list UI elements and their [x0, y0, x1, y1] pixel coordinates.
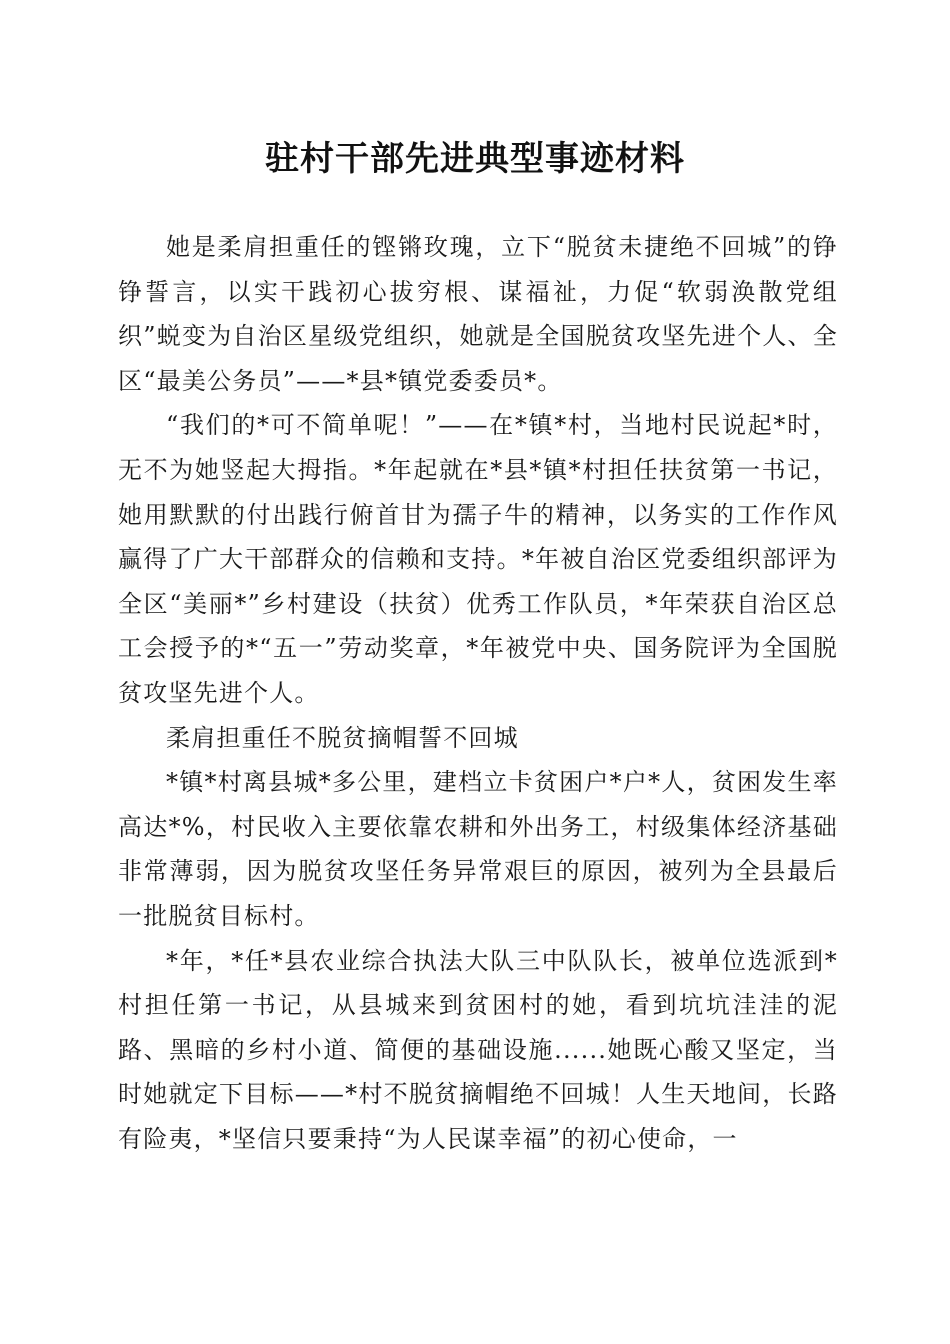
paragraph-assignment: *年，*任*县农业综合执法大队三中队队长，被单位选派到*村担任第一书记，从县城来到贫困村的她，看到坑坑洼洼的泥路、黑暗的乡村小道、简便的基础设施......她既心酸又坚定，当时她就定下目标——*村不脱贫摘帽绝不回城！人生天地间，长路有险夷，*坚信只要秉持“为人民谋幸福”的初心使命，一: [118, 946, 838, 1153]
document-title: 驻村干部先进典型事迹材料: [265, 139, 685, 179]
document-body: [118, 225, 838, 1161]
paragraph-villager-praise: “我们的*可不简单呢！”——在*镇*村，当地村民说起*时，无不为她竖起大拇指。*年起就在*县*镇*村担任扶贫第一书记，她用默默的付出践行俯首甘为孺子牛的精神，以务实的工作作风赢得了广大干部群众的信赖和支持。*年被自治区党委组织部评为全区“美丽*”乡村建设（扶贫）优秀工作队员，*年荣获自治区总工会授予的*“五一”劳动奖章，*年被党中央、国务院评为全国脱贫攻坚先进个人。: [118, 411, 838, 707]
section-heading: 柔肩担重任不脱贫摘帽誓不回城: [166, 723, 519, 752]
paragraph-village-background: *镇*村离县城*多公里，建档立卡贫困户*户*人，贫困发生率高达*%，村民收入主要依靠农耕和外出务工，村级集体经济基础非常薄弱，因为脱贫攻坚任务异常艰巨的原因，被列为全县最后一批脱贫目标村。: [118, 768, 838, 930]
paragraph-intro: 她是柔肩担重任的铿锵玫瑰，立下“脱贫未捷绝不回城”的铮铮誓言，以实干践初心拔穷根、谋福祉，力促“软弱涣散党组织”蜕变为自治区星级党组织，她就是全国脱贫攻坚先进个人、全区“最美公务员”——*县*镇党委委员*。: [118, 233, 838, 395]
